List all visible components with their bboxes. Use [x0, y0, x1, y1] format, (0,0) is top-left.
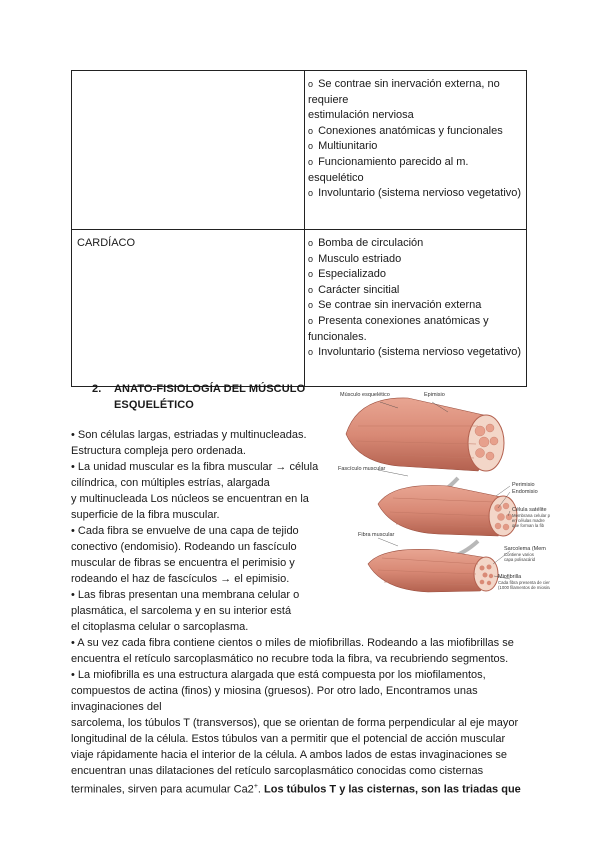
- label-satellite-desc: Membrana celular po: [512, 513, 550, 518]
- label-epimysium: Epimisio: [424, 392, 445, 398]
- list-item: o Multiunitario: [308, 140, 378, 153]
- muscle-bundle-top: [346, 398, 504, 471]
- label-sarcolemma-desc: Contiene varios: [504, 552, 534, 557]
- label-perimysium: Perimisio: [512, 482, 535, 488]
- table-label-cell: [72, 71, 305, 230]
- list-item: o Especializado: [308, 268, 386, 281]
- list-item: o Carácter sincitial: [308, 283, 400, 296]
- body-line: • Las fibras presentan una membrana celular o: [71, 589, 300, 601]
- body-line: superficie de la fibra muscular.: [71, 509, 220, 521]
- list-item: o Conexiones anatómicas y funcionales: [308, 124, 503, 137]
- body-line: muscular de fibras se encuentra el perimisio y: [71, 557, 295, 569]
- body-line: compuestos de actina (finos) y miosina (gruesos). Por otro lado, Encontramos unas: [71, 685, 478, 697]
- body-line: • Son células largas, estriadas y multinucleadas.: [71, 429, 307, 441]
- body-line: encuentra el retículo sarcoplasmático no recubre toda la fibra, va recubriendo segmentos.: [71, 653, 509, 665]
- body-line: viaje rápidamente hacia el interior de la célula. A ambos lados de estas invaginaciones se: [71, 749, 507, 761]
- list-item: o Funcionamiento parecido al m.: [308, 155, 469, 168]
- label-endomysium: Endomisio: [512, 489, 538, 495]
- list-item-continuation: requiere: [308, 93, 349, 106]
- label-muscle-fiber: Fibra muscular: [358, 532, 395, 538]
- table-row: [72, 230, 527, 387]
- list-item: o Involuntario (sistema nervioso vegetativo): [308, 346, 522, 359]
- body-line: el citoplasma celular o sarcoplasma.: [71, 621, 249, 633]
- body-line: longitudinal de la célula. Estos túbulos van a permitir que el potencial de acción muscular: [71, 733, 506, 745]
- list-item: o Se contrae sin inervación externa: [308, 299, 482, 312]
- body-line: encuentran unas dilataciones del retículo sarcoplasmático conocidas como cisternas: [71, 765, 484, 777]
- list-item: o Musculo estriado: [308, 252, 402, 265]
- table-items-cell: [305, 71, 527, 230]
- label-myofibril-desc: Cada fibra presenta de cient: [498, 580, 550, 585]
- body-line: sarcolema, los túbulos T (transversos), que se orientan de forma perpendicular al eje mayor: [71, 717, 519, 729]
- fascicle-middle: [378, 485, 517, 536]
- body-line: • La miofibrilla es una estructura alargada que está compuesta por los miofilamentos,: [71, 669, 486, 681]
- body-line: plasmática, el sarcolema y en su interior está: [71, 605, 292, 617]
- table-items-cell: [305, 230, 527, 387]
- section-number: 2.: [92, 383, 102, 395]
- body-line: • Cada fibra se envuelve de una capa de tejido: [71, 525, 299, 537]
- list-item: o Bomba de circulación: [308, 237, 424, 249]
- label-myofibril: Miofibrilla: [498, 574, 522, 580]
- list-item: o Involuntario (sistema nervioso vegetativo): [308, 187, 522, 200]
- body-line: y multinucleada Los núcleos se encuentran en la: [71, 493, 309, 505]
- label-myofibril-desc: (1000 filamentos de miosina): [498, 585, 550, 590]
- label-satellite-desc: que forman la fib: [512, 523, 545, 528]
- body-line: • A su vez cada fibra contiene cientos o miles de miofibrillas. Rodeando a las miofibrillas se: [71, 637, 514, 649]
- body-line: invaginaciones del: [71, 701, 162, 713]
- muscle-type-table: [71, 70, 527, 387]
- label-satellite-desc: en células madre: [512, 518, 545, 523]
- list-item-continuation: funcionales.: [308, 330, 367, 343]
- body-line: rodeando el haz de fascículos → el epimisio.: [71, 573, 290, 585]
- bold-phrase: Los túbulos T y las cisternas, son las triadas que: [264, 783, 521, 796]
- label-sarcolemma: Sarcolema (Mem: [504, 546, 546, 552]
- muscle-fiber-bottom: [368, 549, 498, 592]
- label-sarcolemma-desc: capa polisacárid: [504, 557, 536, 562]
- label-satellite-cell: Célula satélite: [512, 507, 547, 513]
- list-item-continuation: esquelético: [308, 171, 364, 184]
- muscle-structure-figure: [338, 386, 550, 602]
- section-title-line: ESQUELÉTICO: [114, 399, 194, 411]
- body-line: conectivo (endomisio). Rodeando un fascículo: [71, 541, 297, 553]
- body-line: cilíndrica, con múltiples estrías, alargada: [71, 477, 270, 489]
- list-item-continuation: estimulación nerviosa: [308, 109, 414, 122]
- label-skeletal-muscle: Músculo esquelético: [340, 392, 390, 398]
- body-line-last: terminales, sirven para acumular Ca2+. Los túbulos T y las cisternas, son las triadas que: [71, 783, 521, 796]
- section-title-line: ANATO-FISIOLOGÍA DEL MÚSCULO: [114, 383, 306, 395]
- body-line: • La unidad muscular es la fibra muscular → célula: [71, 461, 319, 473]
- table-row: [72, 71, 527, 230]
- muscle-illustration: [338, 386, 550, 602]
- list-item: o Presenta conexiones anatómicas y: [308, 314, 489, 327]
- table-label-cell: CARDÍACO: [72, 230, 305, 387]
- list-item: o Se contrae sin inervación externa, no: [308, 78, 500, 90]
- body-line: Estructura compleja pero ordenada.: [71, 445, 246, 457]
- label-fascicle: Fascículo muscular: [338, 466, 386, 472]
